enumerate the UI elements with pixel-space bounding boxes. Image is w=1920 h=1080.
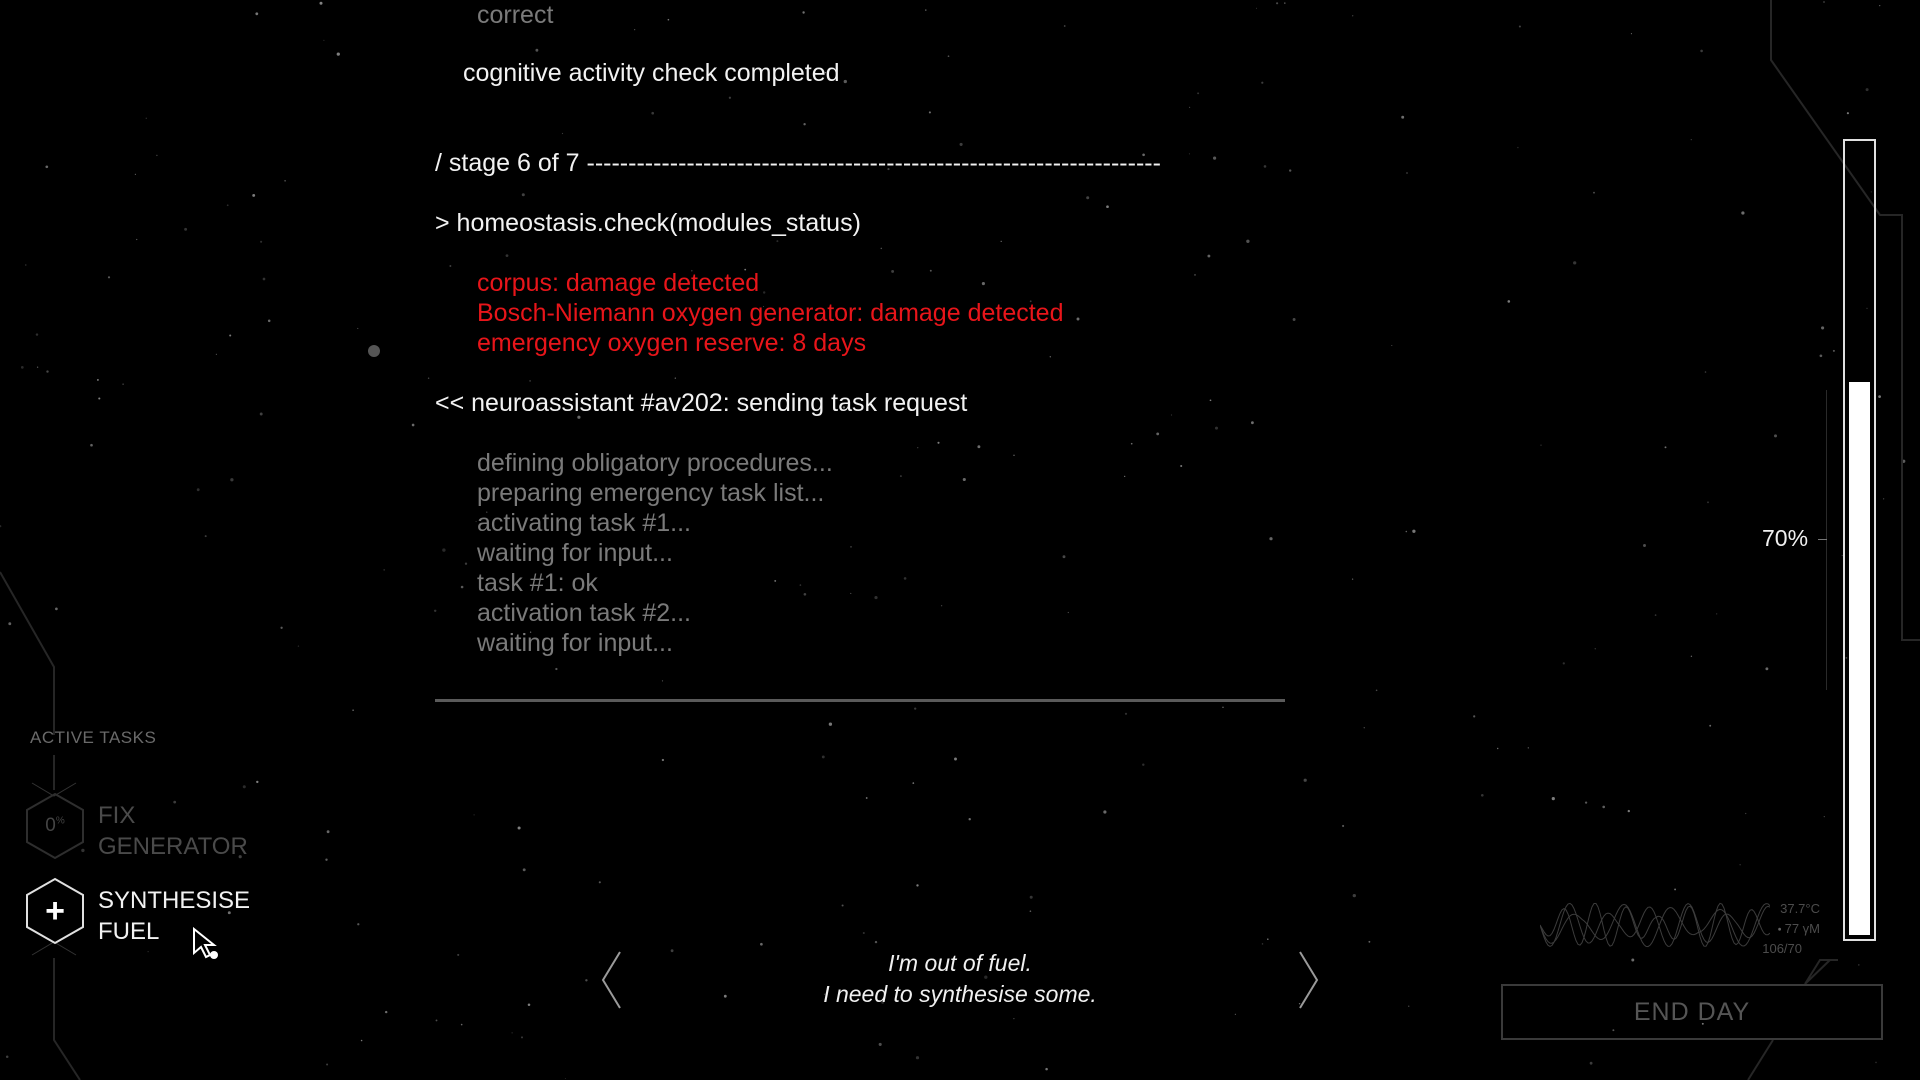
ratio-readout: 106/70 [1762, 941, 1802, 956]
console-line: corpus: damage detected [477, 269, 760, 297]
console-line: > homeostasis.check(modules_status) [435, 209, 861, 237]
end-day-button[interactable]: END DAY [1501, 984, 1883, 1040]
vitals-readout [1520, 895, 1820, 965]
console-line: cognitive activity check completed [463, 59, 840, 87]
task-name: FIX GENERATOR [98, 802, 248, 860]
console-line: waiting for input... [477, 539, 673, 567]
heartbeat-waveform-icon [1540, 895, 1770, 955]
active-tasks-header: ACTIVE TASKS [30, 728, 157, 747]
gauge-fill [1849, 382, 1870, 935]
gauge-tick [1818, 539, 1827, 540]
temperature-readout: 37.7°C [1780, 901, 1820, 916]
console-line: << neuroassistant #av202: sending task request [435, 389, 968, 417]
dialogue-prev-arrow-icon[interactable] [600, 950, 622, 1010]
task-name: SYNTHESISE FUEL [98, 887, 251, 945]
pressure-readout: 77 γM [1784, 921, 1820, 936]
console-line: activation task #2... [477, 599, 692, 627]
console-line: task #1: ok [477, 569, 598, 597]
console-separator [435, 699, 1285, 702]
task-progress: 0% [45, 815, 65, 836]
console-line: / stage 6 of 7 --------------------------------------------------------------------- [435, 149, 1161, 177]
mouse-cursor-icon [192, 927, 220, 961]
oxygen-gauge [1843, 139, 1876, 941]
console-line: activating task #1... [477, 509, 692, 537]
dialogue-text [760, 948, 1160, 1010]
console-line: correct [477, 1, 554, 29]
plus-symbol: + [45, 892, 65, 930]
dialogue-line: I'm out of fuel. [888, 950, 1032, 976]
console-line: emergency oxygen reserve: 8 days [477, 329, 867, 357]
console-line: Bosch-Niemann oxygen generator: damage detected [477, 299, 1064, 327]
gauge-percentage: 70% [1762, 525, 1809, 551]
console-line: defining obligatory procedures... [477, 449, 833, 477]
gauge-guide-line [1826, 390, 1827, 690]
dialogue-next-arrow-icon[interactable] [1298, 950, 1320, 1010]
console-line: waiting for input... [477, 629, 673, 657]
console-line: preparing emergency task list... [477, 479, 825, 507]
dialogue-line: I need to synthesise some. [823, 981, 1097, 1007]
